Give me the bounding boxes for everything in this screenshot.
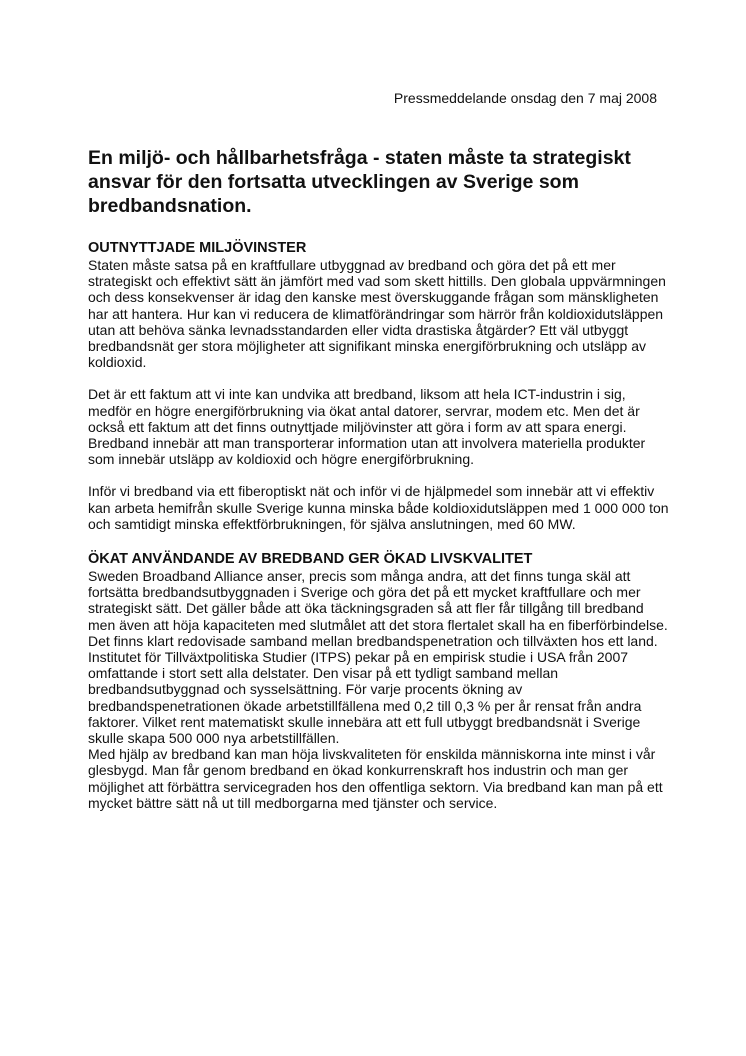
paragraph: Sweden Broadband Alliance anser, precis som många andra, att det finns tunga skäl att fortsätta bredbandsutbyggnaden i Sverige och göra det på ett mycket kraftfullare och mer strategiskt sätt. Det gäller både att öka täckningsgraden så att fler får tillgång till bredband men även att höja kapaciteten med slutmålet att det stora flertalet skall ha en fiberförbindelse. Det finns klart redovisade samband mellan bredbandspenetration och tillväxten hos ett land. Institutet för Tillväxtpolitiska Studier (ITPS) pekar på en empirisk studie i USA från 2007 omfattande i stort sett alla delstater. Den visar på ett tydligt samband mellan bredbandsutbyggnad och sysselsättning. För varje procents ökning av bredbandspenetrationen ökade arbetstillfällena med 0,2 till 0,3 % per år rensat från andra faktorer. Vilket rent matematiskt skulle innebära att ett full utbyggt bredbandsnät i Sverige skulle skapa 500 000 nya arbetstillfällen. <box>88 568 668 747</box>
paragraph: Det är ett faktum att vi inte kan undvika att bredband, liksom att hela ICT-industrin i sig, medför en högre energiförbrukning via ökat antal datorer, servrar, modem etc. Men det är också ett faktum att det finns outnyttjade miljövinster att göra i form av att spara energi. Bredband innebär att man transporterar information utan att involvera materiella produkter som innebär utsläpp av koldioxid och högre energiförbrukning. <box>88 386 646 468</box>
section-heading-quality-of-life: ÖKAT ANVÄNDANDE AV BREDBAND GER ÖKAD LIVSKVALITET <box>88 551 533 568</box>
paragraph: Inför vi bredband via ett fiberoptiskt nät och inför vi de hjälpmedel som innebär att vi effektiv kan arbeta hemifrån skulle Sverige kunna minska både koldioxidutsläppen med 1 000 000 ton och samtidigt minska effektförbrukningen, för själva anslutningen, med 60 MW. <box>88 483 669 532</box>
paragraph: Staten måste satsa på en kraftfullare utbyggnad av bredband och göra det på ett mer strategiskt och effektivt sätt än jämfört med vad som skett hittills. Den globala uppvärmningen och dess konsekvenser är idag den kanske mest överskuggande frågan som mänskligheten har att hantera. Hur kan vi reducera de klimatförändringar som härrör från koldioxidutsläppen utan att behöva sänka levnadsstandarden eller vidta drastiska åtgärder? Ett väl utbyggt bredbandsnät ger stora möjligheter att signifikant minska energiförbrukning och utsläpp av koldioxid. <box>88 257 666 371</box>
section-heading-environment: OUTNYTTJADE MILJÖVINSTER <box>88 240 307 256</box>
dateline: Pressmeddelande onsdag den 7 maj 2008 <box>393 90 657 106</box>
body-content <box>88 239 673 811</box>
headline: En miljö- och hållbarhetsfråga - staten måste ta strategiskt ansvar för den fortsatta utvecklingen av Sverige som bredbandsnation. <box>88 147 631 217</box>
paragraph: Med hjälp av bredband kan man höja livskvaliteten för enskilda människorna inte minst i vår glesbygd. Man får genom bredband en ökad konkurrenskraft hos industrin och man ger möjlighet att förbättra servicegraden hos den offentliga sektorn. Via bredband kan man på ett mycket bättre sätt nå ut till medborgarna med tjänster och service. <box>88 746 663 811</box>
